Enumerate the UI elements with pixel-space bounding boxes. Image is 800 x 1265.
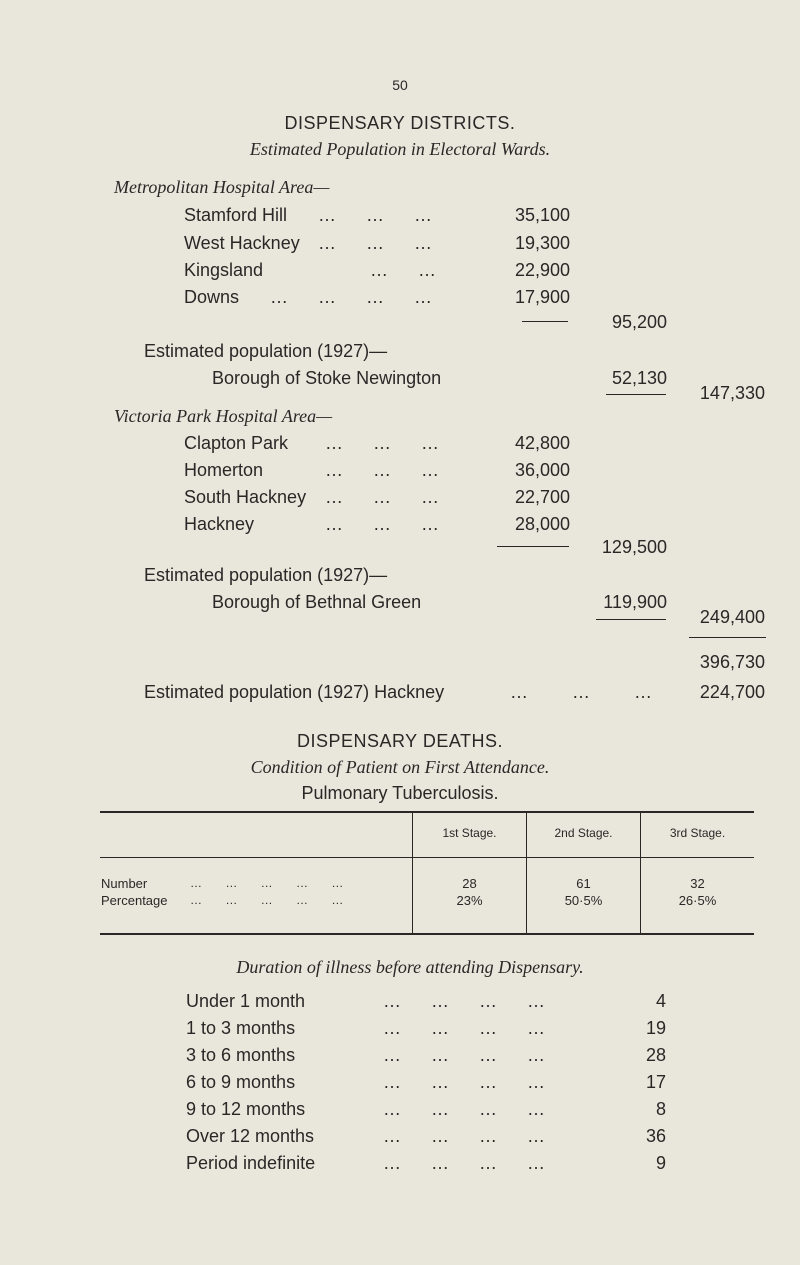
- subtotal-rule: [497, 546, 569, 547]
- table-header-1st-stage: 1st Stage.: [442, 826, 497, 840]
- ward-value: 22,900: [514, 260, 570, 280]
- leader-dots: … … …: [325, 433, 442, 453]
- ward-label: Downs: [184, 287, 240, 307]
- leader-dots: … … … …: [383, 1018, 548, 1038]
- ward-value: 42,800: [514, 433, 570, 453]
- ward-value: 19,300: [514, 233, 570, 253]
- ward-value: 22,700: [514, 487, 570, 507]
- total-rule: [596, 619, 666, 620]
- page-number: 50: [392, 77, 408, 93]
- metropolitan-borough-value: 52,130: [611, 368, 667, 388]
- duration-value: 4: [655, 991, 666, 1011]
- ward-value: 35,100: [514, 205, 570, 225]
- duration-value: 36: [645, 1126, 666, 1146]
- hackney-label: Estimated population (1927) Hackney: [144, 682, 445, 702]
- leader-dots: … … … …: [383, 1072, 548, 1092]
- section-subtitle-deaths: Condition of Patient on First Attendance.: [250, 757, 550, 777]
- duration-label: 9 to 12 months: [186, 1099, 306, 1119]
- victoria-borough-value: 119,900: [603, 592, 667, 612]
- ward-label: Hackney: [184, 514, 255, 534]
- leader-dots: … … …: [318, 233, 435, 253]
- duration-label: Period indefinite: [186, 1153, 316, 1173]
- duration-label: Over 12 months: [186, 1126, 315, 1146]
- leader-dots: … … …: [318, 205, 435, 225]
- cell-value: 23%: [456, 893, 483, 908]
- leader-dots: … … …: [510, 682, 655, 702]
- section-title-duration: Duration of illness before attending Dispensary.: [236, 957, 584, 977]
- total-rule: [606, 394, 666, 395]
- leader-dots: … … … …: [383, 991, 548, 1011]
- victoria-heading: Victoria Park Hospital Area—: [114, 406, 333, 426]
- leader-dots: … … … …: [383, 1099, 548, 1119]
- duration-value: 9: [655, 1153, 666, 1173]
- metropolitan-est-label: Estimated population (1927)—: [144, 341, 388, 361]
- cell-value: 61: [576, 876, 591, 891]
- victoria-borough-label: Borough of Bethnal Green: [212, 592, 422, 612]
- metropolitan-total: 147,330: [699, 383, 765, 403]
- leader-dots: … … …: [325, 514, 442, 534]
- hackney-value: 224,700: [699, 682, 765, 702]
- ward-value: 36,000: [514, 460, 570, 480]
- duration-value: 28: [645, 1045, 666, 1065]
- ward-label: Kingsland: [184, 260, 264, 280]
- duration-value: 19: [645, 1018, 666, 1038]
- table-header-3rd-stage: 3rd Stage.: [669, 826, 726, 840]
- duration-label: Under 1 month: [186, 991, 306, 1011]
- leader-dots: … … … …: [383, 1126, 548, 1146]
- metropolitan-borough-label: Borough of Stoke Newington: [212, 368, 442, 388]
- leader-dots: … …: [370, 260, 439, 280]
- duration-label: 6 to 9 months: [186, 1072, 296, 1092]
- ward-label: Homerton: [184, 460, 264, 480]
- cell-value: 26·5%: [678, 893, 717, 908]
- leader-dots: … … …: [325, 487, 442, 507]
- leader-dots: … … … …: [383, 1045, 548, 1065]
- table-header-rule: [100, 857, 754, 858]
- grand-total: 396,730: [699, 652, 765, 672]
- ward-value: 28,000: [514, 514, 570, 534]
- table-top-rule: [100, 811, 754, 813]
- duration-value: 8: [655, 1099, 666, 1119]
- metropolitan-subtotal: 95,200: [611, 312, 667, 332]
- victoria-est-label: Estimated population (1927)—: [144, 565, 388, 585]
- section-subtitle-districts: Estimated Population in Electoral Wards.: [249, 139, 551, 159]
- leader-dots: … … … …: [383, 1153, 548, 1173]
- ward-label: Stamford Hill: [184, 205, 288, 225]
- row-label: Percentage: [101, 893, 168, 908]
- duration-label: 3 to 6 months: [186, 1045, 296, 1065]
- duration-label: 1 to 3 months: [186, 1018, 296, 1038]
- row-label: Number: [101, 876, 148, 891]
- duration-value: 17: [645, 1072, 666, 1092]
- ward-label: West Hackney: [184, 233, 300, 253]
- section-title-districts: DISPENSARY DISTRICTS.: [284, 113, 516, 133]
- cell-value: 32: [690, 876, 705, 891]
- victoria-total: 249,400: [699, 607, 765, 627]
- leader-dots: … … …: [325, 460, 442, 480]
- cell-value: 28: [462, 876, 477, 891]
- ward-label: South Hackney: [184, 487, 307, 507]
- section-title-deaths: DISPENSARY DEATHS.: [296, 731, 504, 751]
- leader-dots: … … … … …: [190, 893, 346, 907]
- section-subtitle2-deaths: Pulmonary Tuberculosis.: [301, 783, 499, 803]
- victoria-subtotal: 129,500: [601, 537, 667, 557]
- cell-value: 50·5%: [564, 893, 603, 908]
- table-bottom-rule: [100, 933, 754, 935]
- grand-total-rule: [689, 637, 766, 638]
- ward-value: 17,900: [514, 287, 570, 307]
- metropolitan-heading: Metropolitan Hospital Area—: [114, 177, 330, 197]
- leader-dots: … … … …: [270, 287, 435, 307]
- ward-label: Clapton Park: [184, 433, 289, 453]
- table-header-2nd-stage: 2nd Stage.: [554, 826, 613, 840]
- leader-dots: … … … … …: [190, 876, 346, 890]
- subtotal-rule: [522, 321, 568, 322]
